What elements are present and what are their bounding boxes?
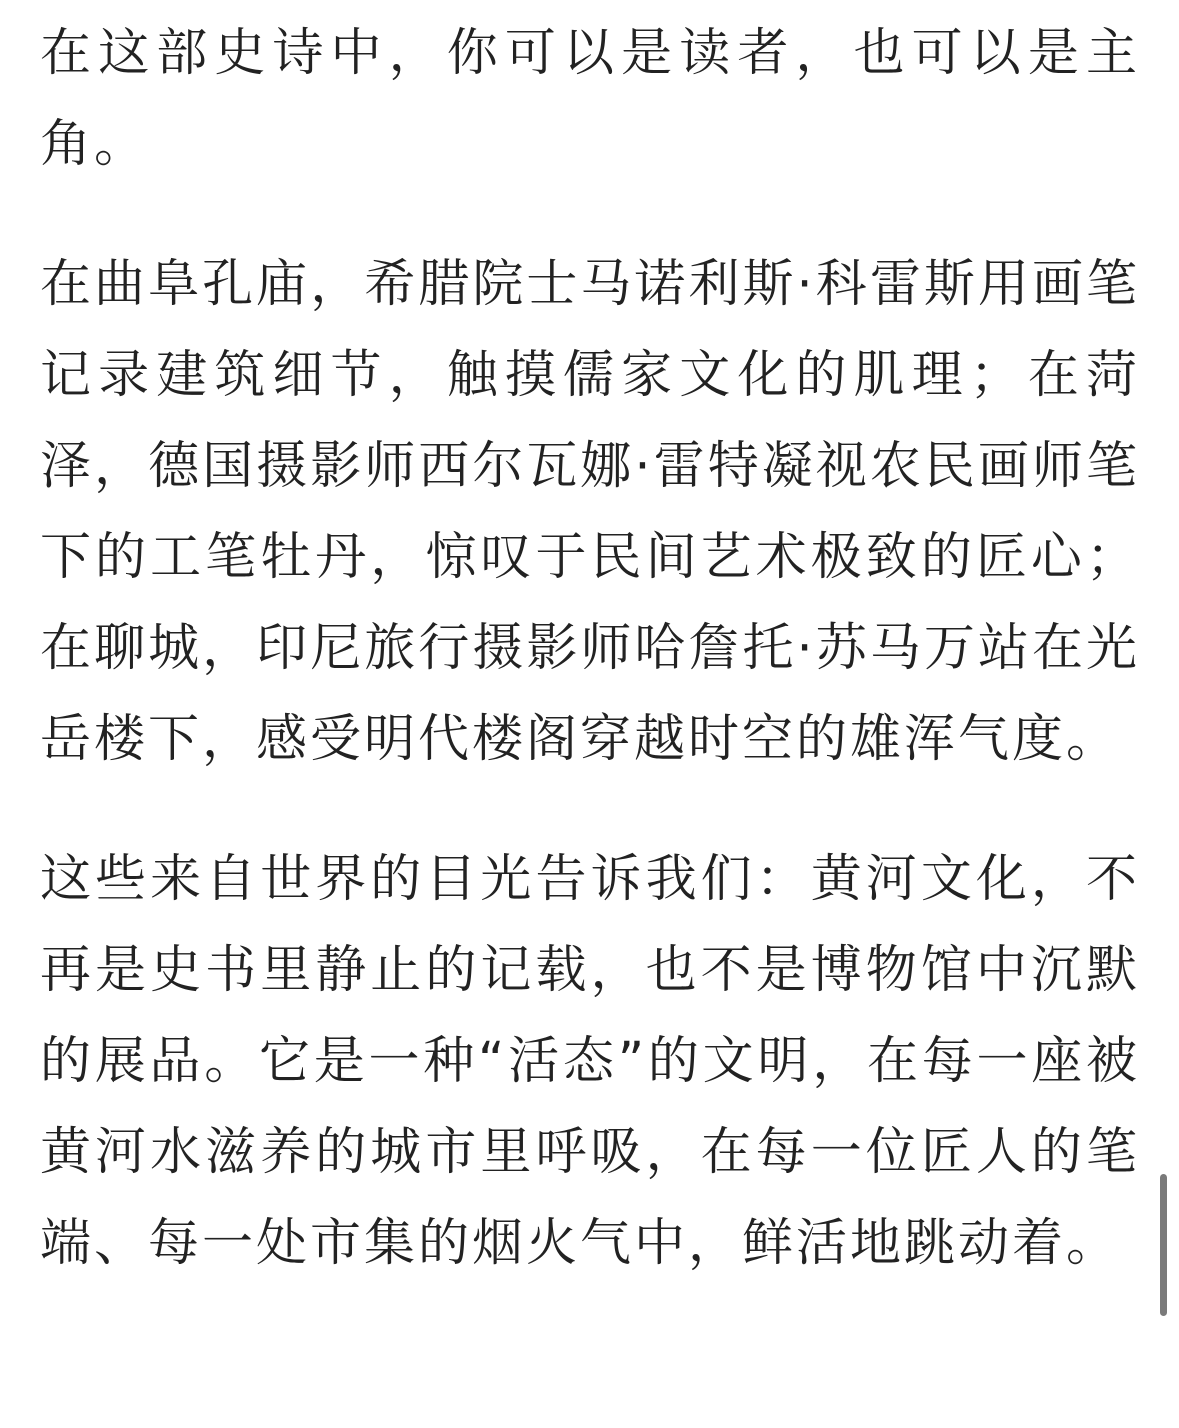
- vertical-scrollbar-thumb[interactable]: [1160, 1174, 1167, 1316]
- article-body: [40, 8, 1140, 1338]
- paragraph-1: 在这部史诗中，你可以是读者，也可以是主角。: [40, 24, 1140, 174]
- paragraph-3: 这些来自世界的目光告诉我们：黄河文化，不再是史书里静止的记载，也不是博物馆中沉默的展品。它是一种“活态”的文明，在每一座被黄河水滋养的城市里呼吸，在每一位匠人的笔端、每一处市集的烟火气中，鲜活地跳动着。: [40, 850, 1140, 1273]
- paragraph-2: 在曲阜孔庙，希腊院士马诺利斯·科雷斯用画笔记录建筑细节，触摸儒家文化的肌理；在菏泽，德国摄影师西尔瓦娜·雷特凝视农民画师笔下的工笔牡丹，惊叹于民间艺术极致的匠心；在聊城，印尼旅行摄影师哈詹托·苏马万站在光岳楼下，感受明代楼阁穿越时空的雄浑气度。: [40, 255, 1140, 769]
